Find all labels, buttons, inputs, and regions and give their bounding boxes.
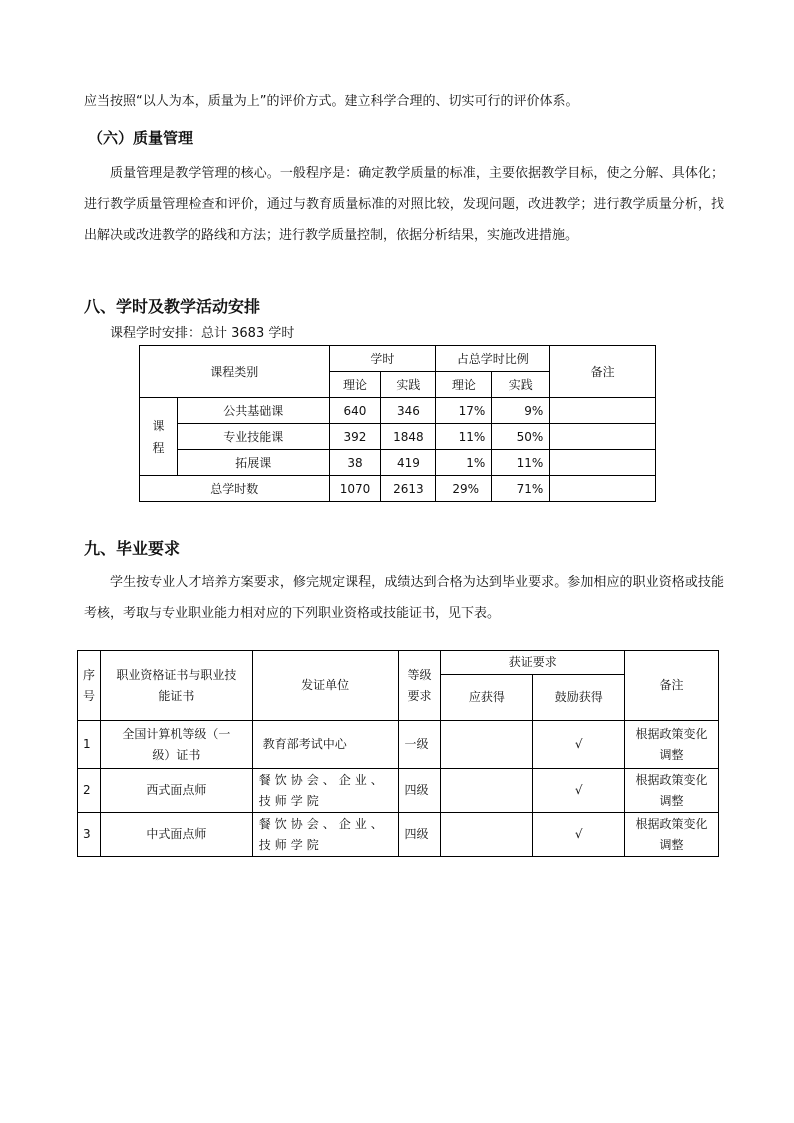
course-name: 拓展课 [177, 450, 329, 476]
header-no: 序号 [78, 651, 101, 721]
total-theory: 1070 [329, 476, 381, 502]
header-practice: 实践 [381, 372, 436, 398]
row-level: 一级 [398, 721, 441, 769]
header-requirement: 获证要求 [441, 651, 625, 675]
theory-ratio: 11% [436, 424, 492, 450]
header-theory: 理论 [329, 372, 381, 398]
table-row [78, 769, 719, 813]
total-practice: 2613 [381, 476, 436, 502]
practice-ratio: 9% [492, 398, 550, 424]
theory-hours: 640 [329, 398, 381, 424]
row-issuer: 教育部考试中心 [252, 721, 398, 769]
header-practice-ratio: 实践 [492, 372, 550, 398]
header-ratio: 占总学时比例 [436, 346, 550, 372]
total-theory-ratio: 29% [436, 476, 492, 502]
row-note: 根据政策变化调整 [625, 721, 719, 769]
row-encouraged: √ [533, 813, 625, 857]
hours-table [139, 345, 656, 502]
row-level: 四级 [398, 769, 441, 813]
row-note: 根据政策变化调整 [625, 769, 719, 813]
quality-heading: （六）质量管理 [88, 129, 194, 147]
total-practice-ratio: 71% [492, 476, 550, 502]
total-note [550, 476, 656, 502]
header-theory-ratio: 理论 [436, 372, 492, 398]
graduation-paragraph: 学生按专业人才培养方案要求，修完规定课程，成绩达到合格为达到毕业要求。参加相应的职业资格或技能考核，考取与专业职业能力相对应的下列职业资格或技能证书，见下表。 [84, 575, 724, 621]
theory-ratio: 17% [436, 398, 492, 424]
note-cell [550, 398, 656, 424]
row-note: 根据政策变化调整 [625, 813, 719, 857]
theory-hours: 38 [329, 450, 381, 476]
row-encouraged: √ [533, 721, 625, 769]
row-no: 1 [78, 721, 101, 769]
row-no: 3 [78, 813, 101, 857]
note-cell [550, 424, 656, 450]
row-required [441, 721, 533, 769]
header-level: 等级要求 [398, 651, 441, 721]
table-row [78, 813, 719, 857]
header-cert: 职业资格证书与职业技能证书 [101, 651, 253, 721]
table-row [140, 450, 656, 476]
table-total-row [140, 476, 656, 502]
theory-ratio: 1% [436, 450, 492, 476]
quality-paragraph: 质量管理是教学管理的核心。一般程序是：确定教学质量的标准，主要依据教学目标，使之分解、具体化；进行教学质量管理检查和评价，通过与教育质量标准的对照比较，发现问题，改进教学；进行教学质量分析，找出解决或改进教学的路线和方法；进行教学质量控制，依据分析结果，实施改进措施。 [84, 166, 724, 243]
row-encouraged: √ [533, 769, 625, 813]
certificate-table [77, 650, 719, 857]
header-issuer: 发证单位 [252, 651, 398, 721]
hours-heading: 八、学时及教学活动安排 [84, 297, 261, 316]
row-cert: 全国计算机等级（一级）证书 [101, 721, 253, 769]
practice-hours: 1848 [381, 424, 436, 450]
row-required [441, 813, 533, 857]
table-row [140, 398, 656, 424]
note-cell [550, 450, 656, 476]
header-hours: 学时 [329, 346, 436, 372]
row-no: 2 [78, 769, 101, 813]
practice-hours: 346 [381, 398, 436, 424]
table-row [140, 424, 656, 450]
evaluation-paragraph: 应当按照“以人为本，质量为上”的评价方式。建立科学合理的、切实可行的评价体系。 [84, 94, 579, 109]
header-required: 应获得 [441, 675, 533, 721]
row-cert: 西式面点师 [101, 769, 253, 813]
practice-hours: 419 [381, 450, 436, 476]
practice-ratio: 11% [492, 450, 550, 476]
row-level: 四级 [398, 813, 441, 857]
table-row [78, 721, 719, 769]
row-issuer: 餐饮协会、企业、技师学院 [252, 769, 398, 813]
header-category: 课程类别 [140, 346, 330, 398]
total-label: 总学时数 [140, 476, 330, 502]
theory-hours: 392 [329, 424, 381, 450]
row-cert: 中式面点师 [101, 813, 253, 857]
header-note: 备注 [625, 651, 719, 721]
course-group-label: 课程 [140, 398, 178, 476]
header-encouraged: 鼓励获得 [533, 675, 625, 721]
row-issuer: 餐饮协会、企业、技师学院 [252, 813, 398, 857]
course-name: 公共基础课 [177, 398, 329, 424]
hours-caption: 课程学时安排：总计 3683 学时 [110, 326, 295, 341]
row-required [441, 769, 533, 813]
practice-ratio: 50% [492, 424, 550, 450]
course-name: 专业技能课 [177, 424, 329, 450]
header-note: 备注 [550, 346, 656, 398]
graduation-heading: 九、毕业要求 [84, 539, 181, 558]
